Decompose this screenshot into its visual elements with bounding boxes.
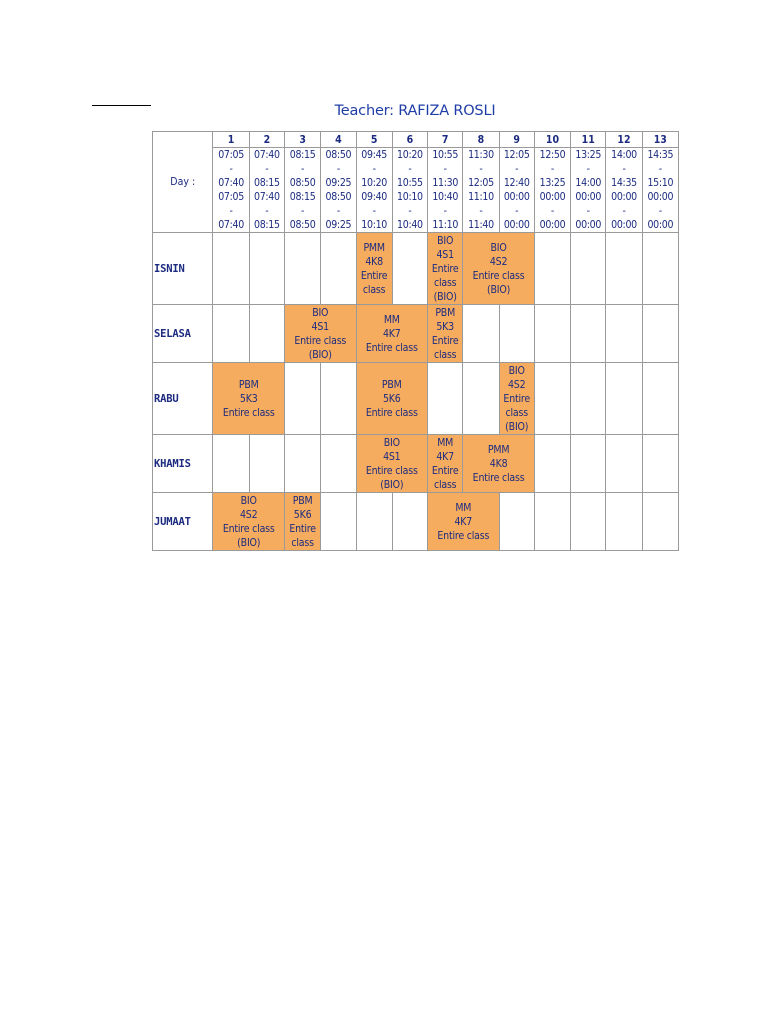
empty-slot: [571, 435, 606, 493]
lesson-cell[interactable]: [428, 305, 463, 363]
lesson-line: class: [362, 283, 386, 296]
period-time-line: -: [265, 205, 269, 217]
lesson-line: Entire class: [365, 406, 418, 419]
period-time-line: 11:40: [468, 219, 494, 231]
period-time-line: 00:00: [539, 191, 566, 203]
lesson-line: 4K8: [365, 255, 383, 268]
empty-slot: [642, 305, 678, 363]
period-time-line: 10:40: [397, 219, 423, 231]
period-number: 13: [642, 132, 678, 148]
lesson-line: class: [291, 536, 314, 549]
period-time-line: 11:10: [432, 219, 459, 231]
lesson-cell[interactable]: [463, 435, 535, 493]
period-time: [284, 148, 320, 233]
lesson-line: 5K3: [436, 320, 454, 333]
period-time-line: 00:00: [647, 219, 674, 231]
period-time-line: -: [408, 163, 412, 175]
empty-slot: [463, 305, 499, 363]
period-time: [428, 148, 463, 233]
period-time-line: 10:55: [432, 149, 459, 161]
lesson-line: BIO: [383, 436, 400, 449]
period-time-line: 11:30: [432, 177, 459, 189]
period-time-line: 08:15: [253, 177, 280, 189]
empty-slot: [534, 233, 570, 305]
empty-slot: [249, 305, 284, 363]
lesson-line: BIO: [490, 241, 507, 254]
period-time-line: 11:10: [468, 191, 494, 203]
empty-slot: [463, 363, 499, 435]
period-time-line: -: [372, 205, 376, 217]
period-time-line: -: [336, 205, 340, 217]
lesson-line: (BIO): [487, 283, 511, 296]
empty-slot: [606, 435, 642, 493]
empty-slot: [321, 363, 356, 435]
period-time-line: 07:40: [253, 149, 280, 161]
lesson-line: PMM: [363, 241, 385, 254]
period-time-line: 07:40: [218, 177, 244, 189]
lesson-line: (BIO): [380, 478, 404, 491]
period-time-line: 07:05: [218, 191, 244, 203]
lesson-line: MM: [437, 436, 454, 449]
empty-slot: [606, 363, 642, 435]
day-name: RABU: [153, 363, 213, 435]
empty-slot: [499, 493, 534, 551]
lesson-line: 4S2: [508, 378, 526, 391]
period-time: [534, 148, 570, 233]
empty-slot: [284, 435, 320, 493]
empty-slot: [321, 233, 356, 305]
lesson-line: PBM: [381, 378, 402, 391]
period-time-line: 08:50: [325, 191, 352, 203]
period-time-line: -: [658, 205, 662, 217]
empty-slot: [356, 493, 392, 551]
empty-slot: [534, 305, 570, 363]
period-time-line: 13:25: [575, 149, 602, 161]
lesson-line: Entire class: [437, 529, 490, 542]
period-time-line: 09:40: [361, 191, 388, 203]
period-time-line: 00:00: [611, 219, 637, 231]
lesson-cell[interactable]: [499, 363, 534, 435]
period-time-line: -: [372, 163, 376, 175]
period-number: 5: [356, 132, 392, 148]
period-time-line: 08:15: [253, 219, 280, 231]
lesson-cell[interactable]: [356, 233, 392, 305]
lesson-line: (BIO): [433, 290, 457, 303]
empty-slot: [392, 493, 427, 551]
period-time-line: 00:00: [503, 191, 530, 203]
period-number: 8: [463, 132, 499, 148]
lesson-line: 4S1: [311, 320, 329, 333]
lesson-line: PMM: [487, 443, 510, 456]
lesson-cell[interactable]: [428, 435, 463, 493]
period-time-line: -: [479, 163, 483, 175]
period-time-line: 12:40: [503, 177, 530, 189]
empty-slot: [606, 305, 642, 363]
period-time-line: -: [586, 205, 590, 217]
empty-slot: [428, 363, 463, 435]
empty-slot: [642, 233, 678, 305]
period-time-line: 00:00: [575, 219, 602, 231]
period-time-line: 09:25: [325, 177, 352, 189]
lesson-line: 5K6: [382, 392, 401, 405]
lesson-line: BIO: [508, 364, 525, 377]
period-time-line: 07:40: [218, 219, 244, 231]
empty-slot: [642, 493, 678, 551]
period-time-line: -: [622, 205, 626, 217]
empty-slot: [571, 363, 606, 435]
lesson-line: 5K6: [293, 508, 312, 521]
period-time-line: 14:35: [647, 149, 674, 161]
period-time-line: 10:40: [432, 191, 459, 203]
day-row-selasa: [153, 305, 679, 363]
period-time-line: -: [336, 163, 340, 175]
lesson-cell[interactable]: [356, 305, 428, 363]
empty-slot: [571, 493, 606, 551]
empty-slot: [534, 493, 570, 551]
period-time-line: 00:00: [575, 191, 602, 203]
period-time-line: -: [658, 163, 662, 175]
lesson-line: Entire class: [472, 471, 525, 484]
period-time-line: 12:05: [503, 149, 530, 161]
period-time-line: -: [550, 163, 555, 175]
lesson-line: 4K7: [436, 450, 454, 463]
period-time-line: 08:50: [289, 177, 316, 189]
lesson-line: class: [433, 348, 457, 361]
empty-slot: [534, 363, 570, 435]
period-time-line: 09:25: [325, 219, 352, 231]
period-number: 1: [213, 132, 249, 148]
period-number-row: [153, 132, 679, 148]
lesson-line: Entire class: [472, 269, 525, 282]
period-number: 11: [571, 132, 606, 148]
empty-slot: [392, 233, 427, 305]
empty-slot: [213, 305, 249, 363]
period-time: [321, 148, 356, 233]
period-time: [356, 148, 392, 233]
day-name: SELASA: [153, 305, 213, 363]
lesson-cell[interactable]: [284, 305, 356, 363]
period-time-line: 08:15: [289, 149, 316, 161]
lesson-line: (BIO): [237, 536, 261, 549]
period-time-line: 08:50: [325, 149, 352, 161]
lesson-line: BIO: [437, 234, 454, 247]
period-time-line: -: [229, 205, 233, 217]
day-row-khamis: [153, 435, 679, 493]
lesson-cell[interactable]: [356, 435, 428, 493]
period-time-line: -: [586, 163, 590, 175]
period-time-line: -: [443, 163, 447, 175]
empty-slot: [499, 305, 534, 363]
period-number: 7: [428, 132, 463, 148]
lesson-line: Entire class: [294, 334, 347, 347]
day-name: ISNIN: [153, 233, 213, 305]
lesson-line: PBM: [292, 494, 313, 507]
period-time-line: -: [229, 163, 233, 175]
lesson-line: 5K3: [239, 392, 258, 405]
day-name: KHAMIS: [153, 435, 213, 493]
empty-slot: [249, 233, 284, 305]
period-time-line: 07:40: [253, 191, 280, 203]
empty-slot: [534, 435, 570, 493]
period-time-line: 09:45: [361, 149, 388, 161]
lesson-line: (BIO): [505, 420, 529, 433]
period-time-line: -: [479, 205, 483, 217]
period-time: [571, 148, 606, 233]
lesson-line: MM: [383, 313, 400, 326]
period-time-line: 11:30: [468, 149, 494, 161]
lesson-cell[interactable]: [356, 363, 428, 435]
lesson-line: 4K7: [382, 327, 401, 340]
period-time-line: -: [301, 163, 305, 175]
period-time-line: 00:00: [647, 191, 674, 203]
period-time-line: -: [301, 205, 305, 217]
lesson-line: BIO: [240, 494, 257, 507]
period-time-line: -: [265, 163, 269, 175]
lesson-line: MM: [455, 501, 472, 514]
lesson-line: 4S2: [489, 255, 508, 268]
period-number: 10: [534, 132, 570, 148]
lesson-line: 4K8: [489, 457, 508, 470]
period-time: [606, 148, 642, 233]
lesson-line: Entire class: [222, 522, 275, 535]
period-number: 12: [606, 132, 642, 148]
day-row-jumaat: [153, 493, 679, 551]
lesson-cell[interactable]: [463, 233, 535, 305]
period-time-line: -: [443, 205, 447, 217]
lesson-line: Entire: [431, 464, 459, 477]
period-time: [642, 148, 678, 233]
empty-slot: [249, 435, 284, 493]
period-time: [392, 148, 427, 233]
period-time-line: 08:50: [289, 219, 316, 231]
lesson-line: BIO: [312, 306, 329, 319]
period-time-line: -: [622, 163, 626, 175]
period-time-line: 15:10: [647, 177, 674, 189]
lesson-line: 4S2: [240, 508, 258, 521]
empty-slot: [606, 233, 642, 305]
empty-slot: [321, 493, 356, 551]
period-number: 6: [392, 132, 427, 148]
period-time-line: -: [550, 205, 555, 217]
lesson-line: 4S1: [436, 248, 454, 261]
empty-slot: [642, 363, 678, 435]
lesson-line: Entire class: [222, 406, 275, 419]
lesson-cell[interactable]: [428, 493, 500, 551]
period-time-line: 10:20: [397, 149, 423, 161]
period-time-line: 10:10: [361, 219, 388, 231]
lesson-line: 4K7: [454, 515, 473, 528]
period-time-line: 13:25: [539, 177, 566, 189]
lesson-cell[interactable]: [213, 363, 285, 435]
empty-slot: [213, 435, 249, 493]
lesson-line: PBM: [238, 378, 259, 391]
period-time-line: 14:00: [575, 177, 602, 189]
period-time-line: 12:05: [468, 177, 494, 189]
period-time: [463, 148, 499, 233]
empty-slot: [321, 435, 356, 493]
period-time: [499, 148, 534, 233]
lesson-line: (BIO): [308, 348, 332, 361]
period-time-line: 08:15: [289, 191, 316, 203]
lesson-line: class: [433, 478, 457, 491]
period-time-line: 12:50: [539, 149, 566, 161]
period-time-line: 14:00: [611, 149, 637, 161]
lesson-cell[interactable]: [428, 233, 463, 305]
period-time: [249, 148, 284, 233]
period-number: 2: [249, 132, 284, 148]
period-time-line: -: [408, 205, 412, 217]
lesson-line: Entire: [360, 269, 388, 282]
lesson-line: class: [505, 406, 528, 419]
day-name: JUMAAT: [153, 493, 213, 551]
day-row-isnin: [153, 233, 679, 305]
empty-slot: [571, 305, 606, 363]
period-time-line: 07:05: [218, 149, 244, 161]
period-time-line: 14:35: [611, 177, 637, 189]
period-time-line: -: [515, 205, 519, 217]
page-title: Teacher: RAFIZA ROSLI: [334, 103, 496, 119]
lesson-line: Entire: [503, 392, 530, 405]
lesson-line: PBM: [435, 306, 456, 319]
empty-slot: [571, 233, 606, 305]
period-time-line: 00:00: [611, 191, 637, 203]
lesson-line: Entire class: [365, 341, 418, 354]
empty-slot: [642, 435, 678, 493]
empty-slot: [284, 363, 320, 435]
empty-slot: [606, 493, 642, 551]
empty-slot: [213, 233, 249, 305]
period-number: 3: [284, 132, 320, 148]
lesson-line: Entire: [431, 262, 459, 275]
day-row-rabu: [153, 363, 679, 435]
period-time-line: 10:55: [397, 177, 423, 189]
lesson-line: 4S1: [383, 450, 401, 463]
period-time-line: 10:10: [397, 191, 423, 203]
period-number: 9: [499, 132, 534, 148]
period-time-line: 10:20: [361, 177, 388, 189]
empty-slot: [284, 233, 320, 305]
period-time-line: -: [515, 163, 519, 175]
lesson-cell[interactable]: [213, 493, 285, 551]
period-time-line: 00:00: [503, 219, 530, 231]
day-header: Day :: [153, 132, 213, 233]
period-time-row: [153, 148, 679, 233]
period-time: [213, 148, 249, 233]
timetable: [152, 131, 679, 551]
period-time-line: 00:00: [539, 219, 566, 231]
lesson-line: class: [433, 276, 457, 289]
lesson-line: Entire class: [365, 464, 418, 477]
lesson-line: Entire: [289, 522, 316, 535]
lesson-cell[interactable]: [284, 493, 320, 551]
lesson-line: Entire: [431, 334, 459, 347]
period-number: 4: [321, 132, 356, 148]
top-rule: [92, 105, 151, 106]
